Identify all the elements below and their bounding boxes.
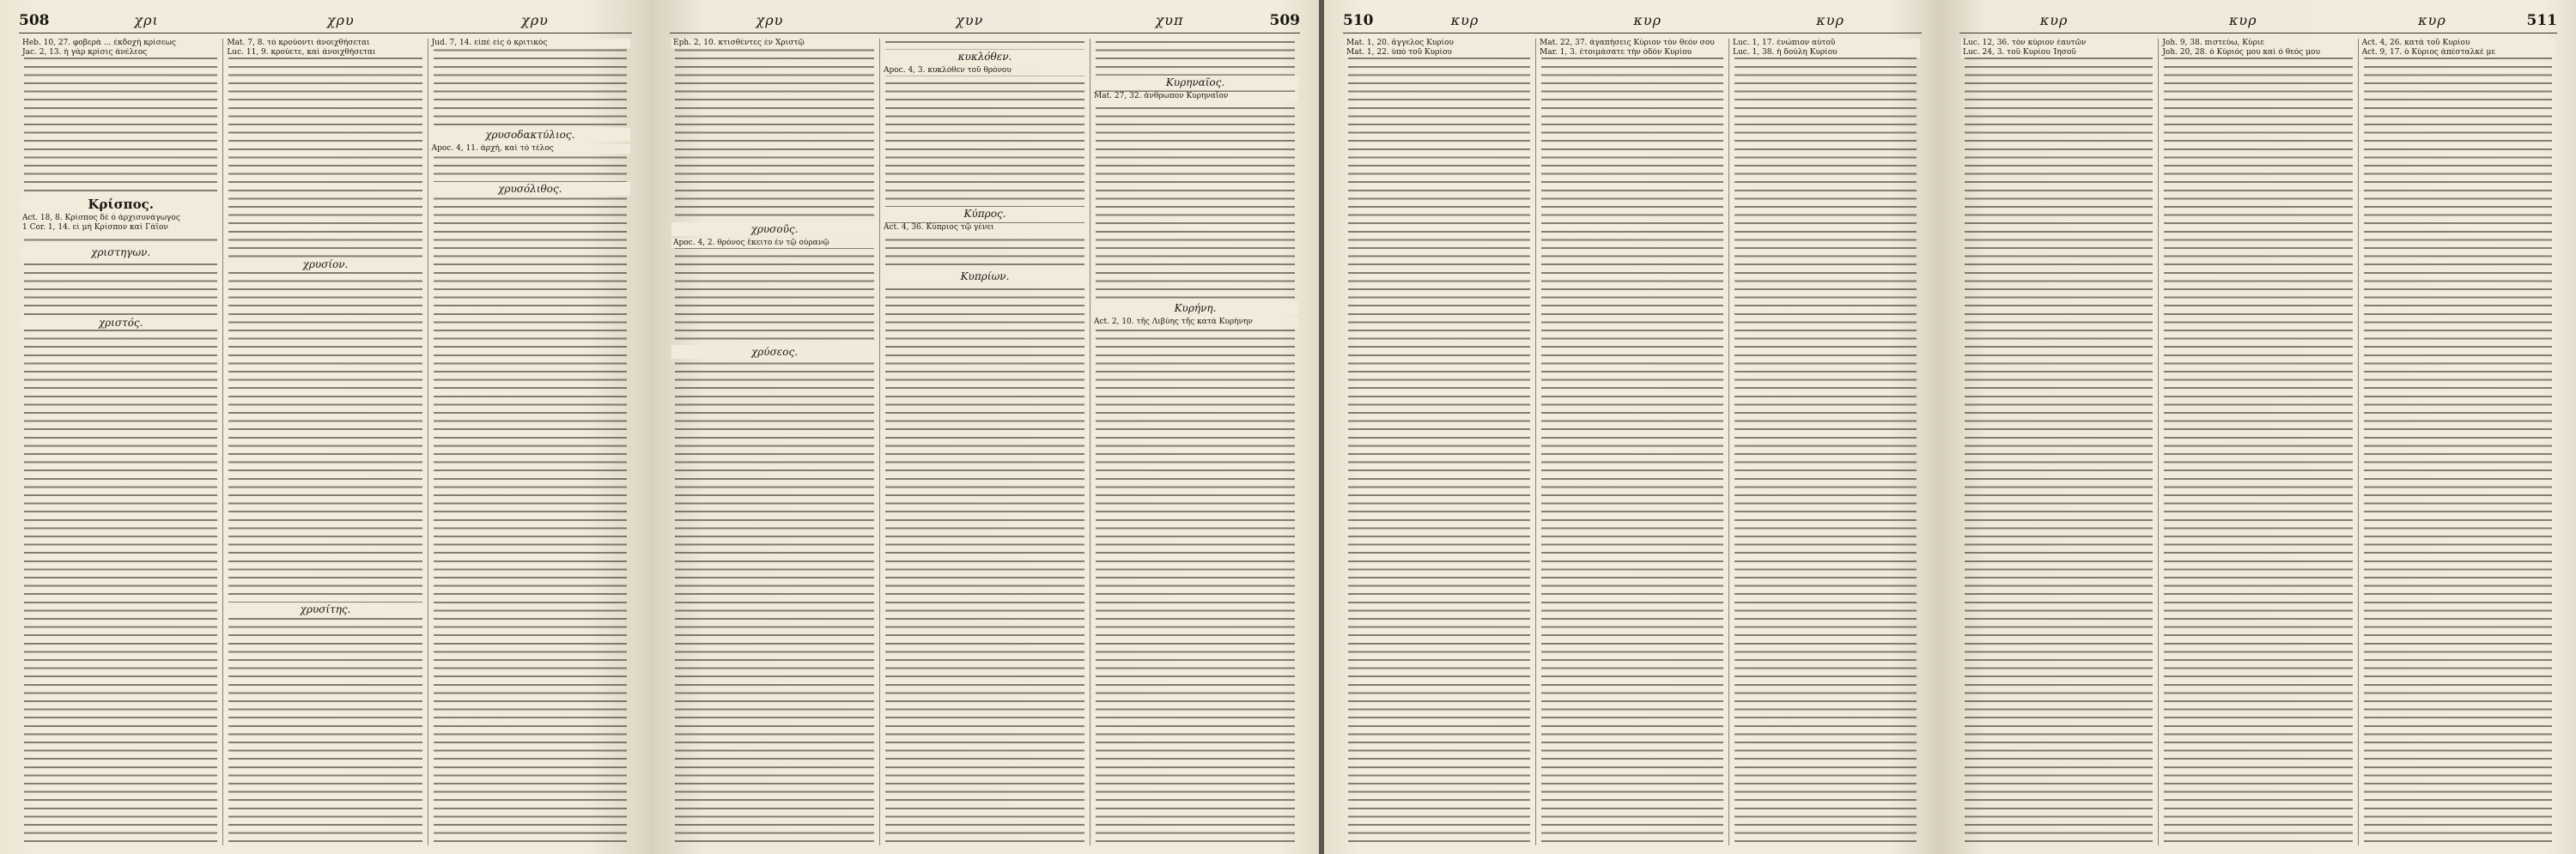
header-keyword: κυρ xyxy=(1633,12,1662,28)
verse-line: Luc. 12, 36. τὸν κύριον ἑαυτῶν xyxy=(1961,39,2156,48)
entry-heading: χρυσοῦς. xyxy=(671,222,878,236)
text-column xyxy=(2359,39,2557,845)
page-number: 510 xyxy=(1343,12,1374,29)
verse-line: Apoc. 4, 11. ἀρχή, καὶ τὸ τέλος xyxy=(430,144,630,154)
page-columns xyxy=(1959,39,2557,845)
text-column xyxy=(670,39,880,845)
verse-line: Joh. 9, 38. πιστεύω, Κύριε xyxy=(2160,39,2355,48)
text-column xyxy=(1091,39,1300,845)
running-header xyxy=(670,12,1300,33)
text-column xyxy=(1536,39,1729,845)
entry-heading: χρυσίτης. xyxy=(225,603,425,616)
verse-line: Mat. 1, 22. ὑπὸ τοῦ Κυρίου xyxy=(1345,48,1534,58)
text-column xyxy=(19,39,223,845)
page-510 xyxy=(1324,0,1941,854)
entry-heading: Κυρήνη. xyxy=(1092,301,1298,315)
text-column xyxy=(2159,39,2358,845)
verse-line: Jud. 7, 14. εἰπὲ εἰς ὁ κριτικὸς xyxy=(430,39,630,48)
verse-line: Mat. 7, 8. τὸ κρούοντι ἀνοιχθήσεται xyxy=(225,39,425,48)
text-column xyxy=(880,39,1091,845)
page-number: 511 xyxy=(2526,12,2558,29)
header-keyword: χρυ xyxy=(326,12,355,28)
running-header xyxy=(1343,12,1922,33)
entry-heading: κυκλόθεν. xyxy=(882,50,1088,64)
page-number: 508 xyxy=(19,12,50,29)
verse-line: Act. 9, 17. ὁ Κύριος ἀπέσταλκέ με xyxy=(2360,48,2555,58)
text-column xyxy=(428,39,632,845)
header-keyword: κυρ xyxy=(1450,12,1479,28)
entry-heading: χρυσοδακτύλιος. xyxy=(430,128,630,142)
entry-heading: Κρίσπος. xyxy=(21,197,221,211)
entry-heading: Κυπρίων. xyxy=(882,270,1088,283)
verse-line: Joh. 20, 28. ὁ Κύριός μου καὶ ὁ θεός μου xyxy=(2160,48,2355,58)
header-keyword: χρυ xyxy=(521,12,549,28)
verse-line: Apoc. 4, 2. θρόνος ἔκειτο ἐν τῷ οὐρανῷ xyxy=(671,239,878,248)
page-columns xyxy=(1343,39,1922,845)
verse-line: Luc. 11, 9. κρούετε, καὶ ἀνοιχθήσεται xyxy=(225,48,425,58)
entry-heading: χρυσόλιθος. xyxy=(430,182,630,196)
text-column xyxy=(1343,39,1536,845)
verse-line: Heb. 10, 27. φοβερὰ ... ἐκδοχὴ κρίσεως xyxy=(21,39,221,48)
verse-line: Act. 2, 10. τῆς Λιβύης τῆς κατὰ Κυρήνην xyxy=(1092,318,1298,327)
text-column xyxy=(1729,39,1922,845)
text-column xyxy=(223,39,428,845)
verse-line: Apoc. 4, 3. κυκλόθεν τοῦ θρόνου xyxy=(882,66,1088,76)
verse-line: Luc. 24, 3. τοῦ Κυρίου Ἰησοῦ xyxy=(1961,48,2156,58)
page-columns xyxy=(19,39,632,845)
page-number: 509 xyxy=(1269,12,1300,29)
header-keyword: χυπ xyxy=(1155,12,1184,28)
verse-line: Act. 4, 36. Κύπριος τῷ γένει xyxy=(882,223,1088,233)
entry-heading: χρύσεος. xyxy=(671,345,878,359)
header-keyword: κυρ xyxy=(2418,12,2446,28)
header-keyword: κυρ xyxy=(1816,12,1844,28)
verse-line: Mar. 1, 3. ἑτοιμάσατε τὴν ὁδὸν Κυρίου xyxy=(1538,48,1727,58)
verse-line: Act. 18, 8. Κρίσπος δὲ ὁ ἀρχισυνάγωγος xyxy=(21,214,221,223)
verse-line: Eph. 2, 10. κτισθέντες ἐν Χριστῷ xyxy=(671,39,878,48)
verse-line: Luc. 1, 17. ἐνώπιον αὐτοῦ xyxy=(1731,39,1920,48)
entry-heading: Κύπρος. xyxy=(882,207,1088,221)
verse-line: Luc. 1, 38. ἡ δούλη Κυρίου xyxy=(1731,48,1920,58)
verse-line: Mat. 27, 32. ἄνθρωπον Κυρηναῖον xyxy=(1092,92,1298,101)
page-511 xyxy=(1941,0,2576,854)
text-column xyxy=(1959,39,2159,845)
header-keyword: χρυ xyxy=(756,12,784,28)
verse-line: Jac. 2, 13. ἡ γὰρ κρίσις ἀνέλεος xyxy=(21,48,221,58)
verse-line: Act. 4, 26. κατὰ τοῦ Κυρίου xyxy=(2360,39,2555,48)
verse-line: Mat. 22, 37. ἀγαπήσεις Κύριον τὸν θεόν σου xyxy=(1538,39,1727,48)
entry-heading: χριστός. xyxy=(21,316,221,330)
running-header xyxy=(19,12,632,33)
entry-heading: Κυρηναῖος. xyxy=(1092,76,1298,89)
page-columns xyxy=(670,39,1300,845)
page-509 xyxy=(651,0,1319,854)
header-keyword: κυρ xyxy=(2228,12,2257,28)
header-keyword: χυν xyxy=(956,12,984,28)
page-508 xyxy=(0,0,651,854)
verse-line: 1 Cor. 1, 14. εἰ μὴ Κρίσπον καὶ Γάϊον xyxy=(21,223,221,233)
header-keyword: κυρ xyxy=(2039,12,2069,28)
header-keyword: χρι xyxy=(134,12,159,28)
verse-line: Mat. 1, 20. ἄγγελος Κυρίου xyxy=(1345,39,1534,48)
entry-heading: χρυσίον. xyxy=(225,257,425,271)
entry-heading: χριστηγων. xyxy=(21,245,221,259)
running-header xyxy=(1959,12,2557,33)
